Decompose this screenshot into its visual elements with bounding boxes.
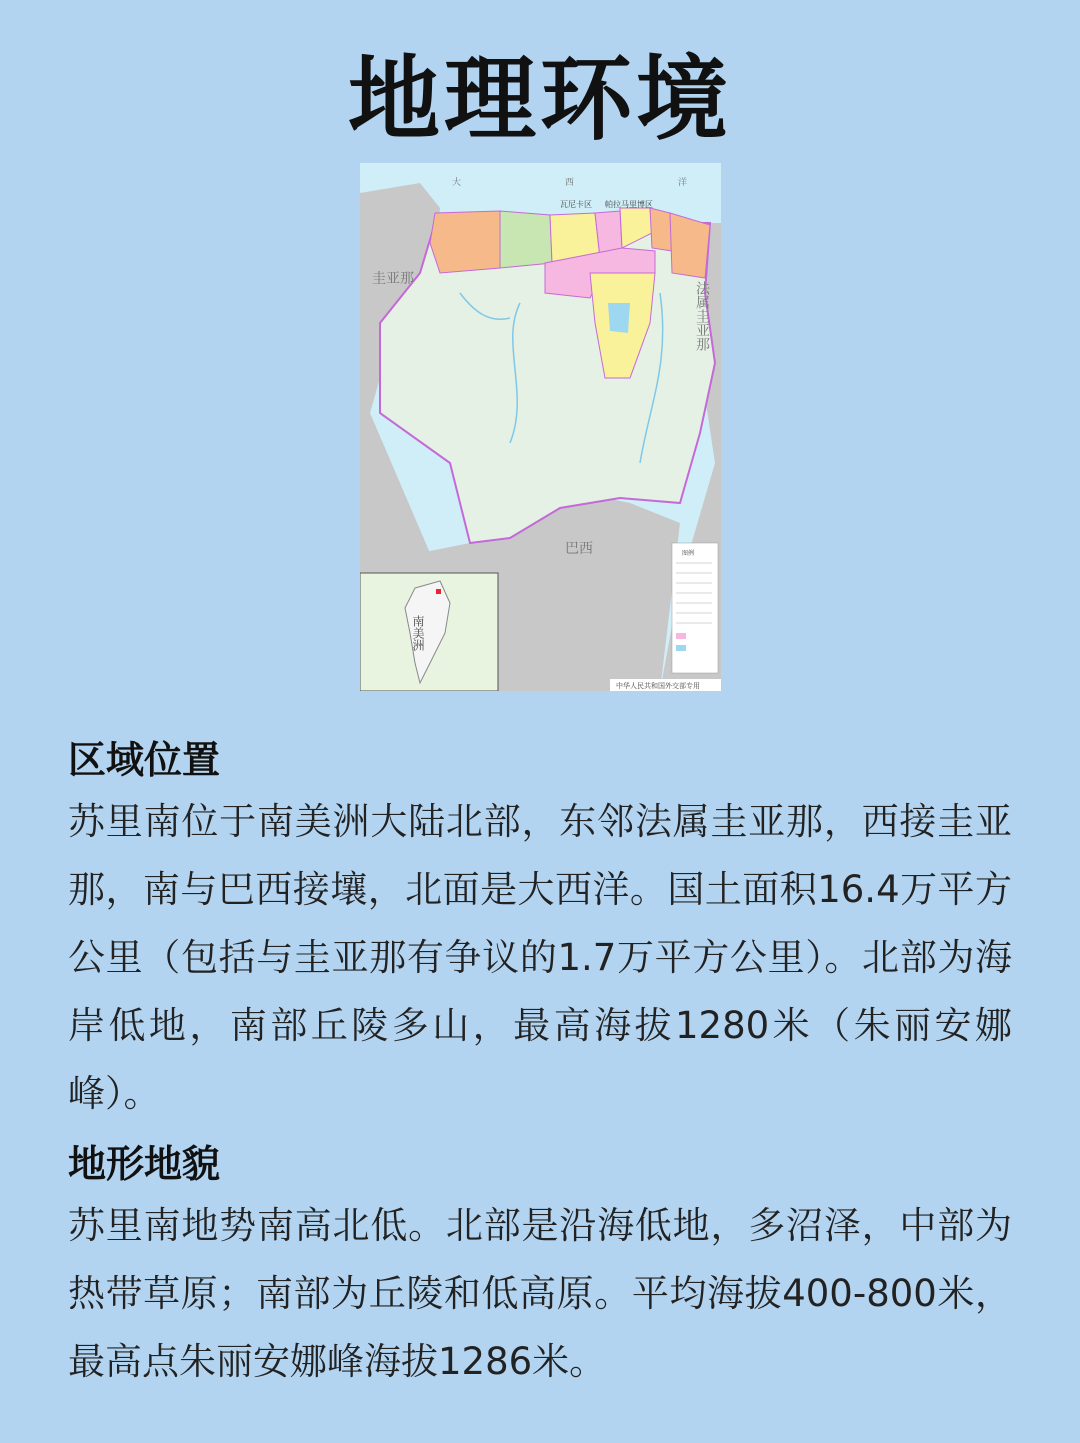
map-footer: 中华人民共和国外交部专用 — [616, 682, 700, 690]
section-heading-terrain: 地形地貌 — [68, 1142, 221, 1186]
page-title: 地理环境 — [347, 46, 732, 153]
district-label: 帕拉马里博区 — [605, 200, 653, 209]
neighbor-label-west: 圭亚那 — [372, 271, 414, 287]
legend-swatch — [676, 645, 686, 651]
ocean-label: 洋 — [678, 178, 688, 188]
neighbor-label-east: 法属圭亚那 — [694, 281, 710, 351]
legend-title: 图例 — [682, 550, 695, 557]
commewijne-district — [650, 208, 672, 251]
section-heading-location: 区域位置 — [68, 738, 221, 782]
content-area — [68, 732, 1012, 1404]
coronie-district — [500, 211, 552, 268]
inset-label: 南美洲 — [411, 615, 425, 651]
marowijne-district — [670, 213, 710, 278]
nickerie-district — [430, 211, 500, 273]
section-text-location: 苏里南位于南美洲大陆北部，东邻法属圭亚那，西接圭亚那，南与巴西接壤，北面是大西洋。国土面积16.4万平方公里（包括与圭亚那有争议的1.7万平方公里）。北部为海岸低地，南部丘陵多山，最高海拔1280米（朱丽安娜峰）。 — [68, 800, 1012, 1115]
legend-swatch — [676, 633, 686, 639]
section-text-terrain: 苏里南地势南高北低。北部是沿海低地，多沼泽，中部为热带草原；南部为丘陵和低高原。平均海拔400-800米，最高点朱丽安娜峰海拔1286米。 — [68, 1204, 1012, 1383]
brokopondo-lake — [608, 303, 630, 333]
legend-box — [672, 543, 718, 673]
ocean-label: 大 — [452, 178, 462, 188]
suriname-marker — [436, 589, 441, 594]
neighbor-label-south: 巴西 — [565, 541, 593, 557]
district-label: 瓦尼卡区 — [560, 200, 592, 209]
ocean-label: 西 — [565, 178, 575, 188]
suriname-map — [360, 163, 721, 691]
